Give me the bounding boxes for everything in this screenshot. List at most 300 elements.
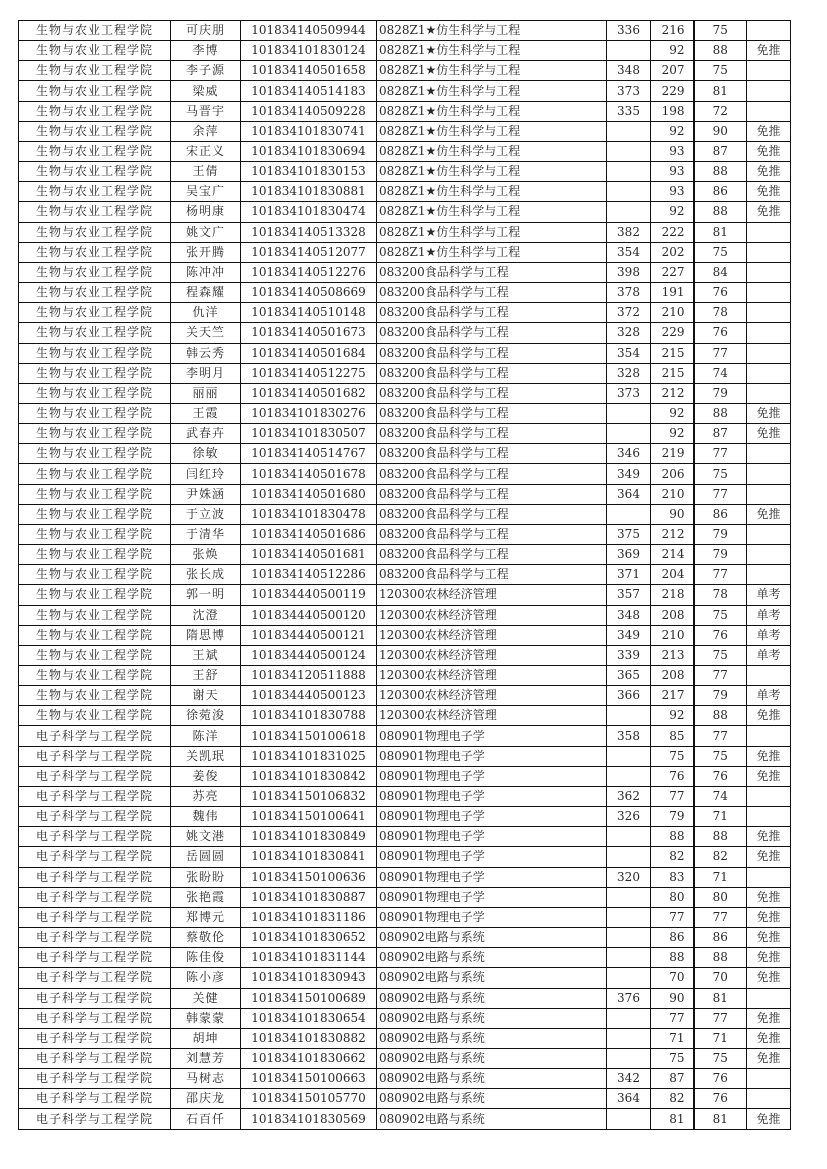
- total-score-cell: 86: [694, 182, 747, 202]
- exam-id-cell: 101834150100618: [241, 726, 377, 746]
- note-cell: 免推: [747, 41, 791, 61]
- major-cell: 083200食品科学与工程: [377, 524, 607, 544]
- note-cell: [747, 807, 791, 827]
- table-row: [19, 1109, 791, 1129]
- college-cell: 电子科学与工程学院: [19, 1028, 171, 1048]
- note-cell: [747, 343, 791, 363]
- retest-score-cell: 204: [651, 565, 694, 585]
- total-score-cell: 88: [694, 41, 747, 61]
- preliminary-score-cell: 398: [607, 262, 651, 282]
- total-score-cell: 71: [694, 867, 747, 887]
- student-name-cell: 丽丽: [171, 383, 241, 403]
- exam-id-cell: 101834101830887: [241, 887, 377, 907]
- student-name-cell: 张艳霞: [171, 887, 241, 907]
- major-cell: 0828Z1★仿生科学与工程: [377, 101, 607, 121]
- table-body: [19, 21, 791, 1130]
- college-cell: 生物与农业工程学院: [19, 545, 171, 565]
- note-cell: [747, 303, 791, 323]
- retest-score-cell: 222: [651, 222, 694, 242]
- major-cell: 120300农林经济管理: [377, 605, 607, 625]
- preliminary-score-cell: [607, 746, 651, 766]
- note-cell: [747, 565, 791, 585]
- total-score-cell: 72: [694, 101, 747, 121]
- retest-score-cell: 215: [651, 363, 694, 383]
- exam-id-cell: 101834140509944: [241, 21, 377, 41]
- total-score-cell: 77: [694, 484, 747, 504]
- retest-score-cell: 92: [651, 121, 694, 141]
- student-name-cell: 谢天: [171, 686, 241, 706]
- college-cell: 生物与农业工程学院: [19, 605, 171, 625]
- student-name-cell: 郑博元: [171, 907, 241, 927]
- table-row: [19, 524, 791, 544]
- total-score-cell: 75: [694, 464, 747, 484]
- table-row: [19, 424, 791, 444]
- major-cell: 083200食品科学与工程: [377, 283, 607, 303]
- college-cell: 生物与农业工程学院: [19, 625, 171, 645]
- retest-score-cell: 77: [651, 786, 694, 806]
- college-cell: 生物与农业工程学院: [19, 242, 171, 262]
- major-cell: 083200食品科学与工程: [377, 504, 607, 524]
- student-name-cell: 蔡敬伦: [171, 928, 241, 948]
- exam-id-cell: 101834140501681: [241, 545, 377, 565]
- total-score-cell: 81: [694, 81, 747, 101]
- major-cell: 080902电路与系统: [377, 1048, 607, 1068]
- exam-id-cell: 101834440500120: [241, 605, 377, 625]
- table-row: [19, 887, 791, 907]
- note-cell: 免推: [747, 403, 791, 423]
- college-cell: 生物与农业工程学院: [19, 565, 171, 585]
- preliminary-score-cell: 357: [607, 585, 651, 605]
- exam-id-cell: 101834140501658: [241, 61, 377, 81]
- note-cell: 免推: [747, 1028, 791, 1048]
- retest-score-cell: 212: [651, 524, 694, 544]
- retest-score-cell: 229: [651, 323, 694, 343]
- major-cell: 0828Z1★仿生科学与工程: [377, 121, 607, 141]
- college-cell: 生物与农业工程学院: [19, 363, 171, 383]
- total-score-cell: 88: [694, 948, 747, 968]
- college-cell: 生物与农业工程学院: [19, 645, 171, 665]
- table-row: [19, 81, 791, 101]
- retest-score-cell: 198: [651, 101, 694, 121]
- retest-score-cell: 75: [651, 1048, 694, 1068]
- exam-id-cell: 101834101830474: [241, 202, 377, 222]
- note-cell: 免推: [747, 121, 791, 141]
- total-score-cell: 79: [694, 686, 747, 706]
- preliminary-score-cell: 326: [607, 807, 651, 827]
- preliminary-score-cell: 358: [607, 726, 651, 746]
- total-score-cell: 90: [694, 121, 747, 141]
- student-name-cell: 马树志: [171, 1069, 241, 1089]
- retest-score-cell: 90: [651, 988, 694, 1008]
- exam-id-cell: 101834140512275: [241, 363, 377, 383]
- student-name-cell: 姜俊: [171, 766, 241, 786]
- note-cell: [747, 383, 791, 403]
- retest-score-cell: 92: [651, 706, 694, 726]
- major-cell: 120300农林经济管理: [377, 645, 607, 665]
- exam-id-cell: 101834150100689: [241, 988, 377, 1008]
- retest-score-cell: 229: [651, 81, 694, 101]
- exam-id-cell: 101834140509228: [241, 101, 377, 121]
- preliminary-score-cell: 336: [607, 21, 651, 41]
- note-cell: 免推: [747, 162, 791, 182]
- exam-id-cell: 101834101831025: [241, 746, 377, 766]
- table-row: [19, 545, 791, 565]
- table-row: [19, 827, 791, 847]
- major-cell: 0828Z1★仿生科学与工程: [377, 202, 607, 222]
- student-name-cell: 张盼盼: [171, 867, 241, 887]
- college-cell: 电子科学与工程学院: [19, 746, 171, 766]
- preliminary-score-cell: 373: [607, 81, 651, 101]
- major-cell: 080902电路与系统: [377, 948, 607, 968]
- student-name-cell: 李子源: [171, 61, 241, 81]
- college-cell: 生物与农业工程学院: [19, 41, 171, 61]
- student-name-cell: 张焕: [171, 545, 241, 565]
- exam-id-cell: 101834140501686: [241, 524, 377, 544]
- total-score-cell: 77: [694, 565, 747, 585]
- college-cell: 生物与农业工程学院: [19, 61, 171, 81]
- student-name-cell: 王倩: [171, 162, 241, 182]
- total-score-cell: 74: [694, 786, 747, 806]
- total-score-cell: 76: [694, 1089, 747, 1109]
- table-row: [19, 807, 791, 827]
- total-score-cell: 75: [694, 746, 747, 766]
- note-cell: 免推: [747, 424, 791, 444]
- preliminary-score-cell: [607, 928, 651, 948]
- preliminary-score-cell: 339: [607, 645, 651, 665]
- college-cell: 生物与农业工程学院: [19, 383, 171, 403]
- table-row: [19, 605, 791, 625]
- note-cell: 免推: [747, 887, 791, 907]
- retest-score-cell: 86: [651, 928, 694, 948]
- major-cell: 0828Z1★仿生科学与工程: [377, 61, 607, 81]
- college-cell: 生物与农业工程学院: [19, 424, 171, 444]
- note-cell: 单考: [747, 625, 791, 645]
- preliminary-score-cell: [607, 887, 651, 907]
- exam-id-cell: 101834140508669: [241, 283, 377, 303]
- retest-score-cell: 82: [651, 847, 694, 867]
- preliminary-score-cell: [607, 948, 651, 968]
- note-cell: [747, 222, 791, 242]
- major-cell: 080901物理电子学: [377, 807, 607, 827]
- total-score-cell: 88: [694, 202, 747, 222]
- exam-id-cell: 101834140501684: [241, 343, 377, 363]
- retest-score-cell: 92: [651, 403, 694, 423]
- retest-score-cell: 227: [651, 262, 694, 282]
- student-name-cell: 王霞: [171, 403, 241, 423]
- total-score-cell: 71: [694, 807, 747, 827]
- exam-id-cell: 101834140501682: [241, 383, 377, 403]
- exam-id-cell: 101834101830881: [241, 182, 377, 202]
- major-cell: 080902电路与系统: [377, 1008, 607, 1028]
- college-cell: 生物与农业工程学院: [19, 121, 171, 141]
- total-score-cell: 81: [694, 1109, 747, 1129]
- exam-id-cell: 101834150100641: [241, 807, 377, 827]
- exam-id-cell: 101834440500121: [241, 625, 377, 645]
- student-name-cell: 陈佳俊: [171, 948, 241, 968]
- preliminary-score-cell: 366: [607, 686, 651, 706]
- note-cell: [747, 444, 791, 464]
- total-score-cell: 77: [694, 1008, 747, 1028]
- table-row: [19, 928, 791, 948]
- retest-score-cell: 210: [651, 484, 694, 504]
- note-cell: [747, 21, 791, 41]
- exam-id-cell: 101834440500119: [241, 585, 377, 605]
- student-name-cell: 隋思博: [171, 625, 241, 645]
- preliminary-score-cell: [607, 1028, 651, 1048]
- student-name-cell: 吴宝广: [171, 182, 241, 202]
- college-cell: 电子科学与工程学院: [19, 907, 171, 927]
- major-cell: 120300农林经济管理: [377, 686, 607, 706]
- table-row: [19, 323, 791, 343]
- retest-score-cell: 210: [651, 625, 694, 645]
- retest-score-cell: 92: [651, 202, 694, 222]
- major-cell: 0828Z1★仿生科学与工程: [377, 21, 607, 41]
- table-row: [19, 1089, 791, 1109]
- total-score-cell: 70: [694, 968, 747, 988]
- college-cell: 生物与农业工程学院: [19, 323, 171, 343]
- retest-score-cell: 85: [651, 726, 694, 746]
- table-row: [19, 968, 791, 988]
- student-name-cell: 王舒: [171, 666, 241, 686]
- retest-score-cell: 92: [651, 41, 694, 61]
- student-name-cell: 关健: [171, 988, 241, 1008]
- table-row: [19, 222, 791, 242]
- exam-id-cell: 101834101830849: [241, 827, 377, 847]
- major-cell: 120300农林经济管理: [377, 585, 607, 605]
- note-cell: 免推: [747, 847, 791, 867]
- total-score-cell: 75: [694, 61, 747, 81]
- table-row: [19, 766, 791, 786]
- exam-id-cell: 101834101830507: [241, 424, 377, 444]
- table-row: [19, 686, 791, 706]
- student-name-cell: 马晋宇: [171, 101, 241, 121]
- table-row: [19, 141, 791, 161]
- college-cell: 生物与农业工程学院: [19, 403, 171, 423]
- table-row: [19, 101, 791, 121]
- preliminary-score-cell: 369: [607, 545, 651, 565]
- note-cell: [747, 786, 791, 806]
- total-score-cell: 76: [694, 625, 747, 645]
- college-cell: 电子科学与工程学院: [19, 1089, 171, 1109]
- retest-score-cell: 212: [651, 383, 694, 403]
- preliminary-score-cell: 328: [607, 363, 651, 383]
- total-score-cell: 87: [694, 141, 747, 161]
- preliminary-score-cell: 354: [607, 343, 651, 363]
- note-cell: 免推: [747, 968, 791, 988]
- exam-id-cell: 101834101830943: [241, 968, 377, 988]
- preliminary-score-cell: [607, 182, 651, 202]
- note-cell: [747, 262, 791, 282]
- total-score-cell: 79: [694, 524, 747, 544]
- exam-id-cell: 101834101830124: [241, 41, 377, 61]
- major-cell: 0828Z1★仿生科学与工程: [377, 162, 607, 182]
- table-row: [19, 283, 791, 303]
- college-cell: 电子科学与工程学院: [19, 1069, 171, 1089]
- major-cell: 080902电路与系统: [377, 1028, 607, 1048]
- total-score-cell: 81: [694, 222, 747, 242]
- table-row: [19, 726, 791, 746]
- preliminary-score-cell: 373: [607, 383, 651, 403]
- retest-score-cell: 93: [651, 182, 694, 202]
- table-row: [19, 867, 791, 887]
- major-cell: 080902电路与系统: [377, 1069, 607, 1089]
- note-cell: 免推: [747, 746, 791, 766]
- college-cell: 生物与农业工程学院: [19, 21, 171, 41]
- note-cell: [747, 323, 791, 343]
- note-cell: 免推: [747, 141, 791, 161]
- note-cell: [747, 363, 791, 383]
- note-cell: [747, 545, 791, 565]
- note-cell: [747, 242, 791, 262]
- major-cell: 0828Z1★仿生科学与工程: [377, 41, 607, 61]
- total-score-cell: 75: [694, 605, 747, 625]
- preliminary-score-cell: 362: [607, 786, 651, 806]
- table-row: [19, 303, 791, 323]
- table-row: [19, 61, 791, 81]
- student-name-cell: 王斌: [171, 645, 241, 665]
- preliminary-score-cell: [607, 141, 651, 161]
- table-row: [19, 645, 791, 665]
- exam-id-cell: 101834140513328: [241, 222, 377, 242]
- college-cell: 生物与农业工程学院: [19, 484, 171, 504]
- student-name-cell: 刘慧芳: [171, 1048, 241, 1068]
- student-name-cell: 苏亮: [171, 786, 241, 806]
- note-cell: [747, 61, 791, 81]
- exam-id-cell: 101834101830882: [241, 1028, 377, 1048]
- preliminary-score-cell: 328: [607, 323, 651, 343]
- preliminary-score-cell: 376: [607, 988, 651, 1008]
- college-cell: 生物与农业工程学院: [19, 141, 171, 161]
- note-cell: 免推: [747, 1048, 791, 1068]
- college-cell: 生物与农业工程学院: [19, 524, 171, 544]
- major-cell: 083200食品科学与工程: [377, 565, 607, 585]
- major-cell: 0828Z1★仿生科学与工程: [377, 222, 607, 242]
- college-cell: 生物与农业工程学院: [19, 444, 171, 464]
- major-cell: 0828Z1★仿生科学与工程: [377, 182, 607, 202]
- retest-score-cell: 77: [651, 907, 694, 927]
- college-cell: 生物与农业工程学院: [19, 303, 171, 323]
- college-cell: 电子科学与工程学院: [19, 928, 171, 948]
- student-name-cell: 姚文港: [171, 827, 241, 847]
- college-cell: 生物与农业工程学院: [19, 504, 171, 524]
- note-cell: 免推: [747, 504, 791, 524]
- retest-score-cell: 82: [651, 1089, 694, 1109]
- college-cell: 生物与农业工程学院: [19, 81, 171, 101]
- note-cell: 单考: [747, 645, 791, 665]
- table-row: [19, 504, 791, 524]
- major-cell: 083200食品科学与工程: [377, 403, 607, 423]
- major-cell: 083200食品科学与工程: [377, 464, 607, 484]
- retest-score-cell: 208: [651, 666, 694, 686]
- student-name-cell: 岳圆圆: [171, 847, 241, 867]
- preliminary-score-cell: 371: [607, 565, 651, 585]
- major-cell: 080901物理电子学: [377, 766, 607, 786]
- table-row: [19, 1028, 791, 1048]
- total-score-cell: 74: [694, 363, 747, 383]
- total-score-cell: 80: [694, 887, 747, 907]
- exam-id-cell: 101834140514183: [241, 81, 377, 101]
- note-cell: [747, 81, 791, 101]
- student-name-cell: 关天竺: [171, 323, 241, 343]
- exam-id-cell: 101834140514767: [241, 444, 377, 464]
- major-cell: 120300农林经济管理: [377, 625, 607, 645]
- exam-id-cell: 101834101830654: [241, 1008, 377, 1028]
- table-row: [19, 444, 791, 464]
- student-name-cell: 尹姝涵: [171, 484, 241, 504]
- table-row: [19, 383, 791, 403]
- note-cell: 免推: [747, 202, 791, 222]
- major-cell: 083200食品科学与工程: [377, 262, 607, 282]
- retest-score-cell: 70: [651, 968, 694, 988]
- note-cell: 免推: [747, 928, 791, 948]
- student-name-cell: 陈小彦: [171, 968, 241, 988]
- retest-score-cell: 213: [651, 645, 694, 665]
- preliminary-score-cell: [607, 847, 651, 867]
- major-cell: 080901物理电子学: [377, 726, 607, 746]
- table-row: [19, 343, 791, 363]
- exam-id-cell: 101834440500124: [241, 645, 377, 665]
- college-cell: 电子科学与工程学院: [19, 807, 171, 827]
- preliminary-score-cell: 375: [607, 524, 651, 544]
- exam-id-cell: 101834150106832: [241, 786, 377, 806]
- exam-id-cell: 101834101830662: [241, 1048, 377, 1068]
- major-cell: 0828Z1★仿生科学与工程: [377, 141, 607, 161]
- college-cell: 生物与农业工程学院: [19, 222, 171, 242]
- note-cell: [747, 524, 791, 544]
- table-row: [19, 182, 791, 202]
- table-row: [19, 565, 791, 585]
- student-name-cell: 张开腾: [171, 242, 241, 262]
- table-row: [19, 403, 791, 423]
- retest-score-cell: 88: [651, 948, 694, 968]
- preliminary-score-cell: 349: [607, 625, 651, 645]
- major-cell: 083200食品科学与工程: [377, 363, 607, 383]
- college-cell: 电子科学与工程学院: [19, 786, 171, 806]
- college-cell: 电子科学与工程学院: [19, 887, 171, 907]
- student-name-cell: 可庆朋: [171, 21, 241, 41]
- student-name-cell: 梁威: [171, 81, 241, 101]
- preliminary-score-cell: [607, 907, 651, 927]
- total-score-cell: 78: [694, 303, 747, 323]
- table-row: [19, 262, 791, 282]
- note-cell: 免推: [747, 948, 791, 968]
- major-cell: 083200食品科学与工程: [377, 303, 607, 323]
- college-cell: 生物与农业工程学院: [19, 101, 171, 121]
- preliminary-score-cell: [607, 1109, 651, 1129]
- total-score-cell: 88: [694, 706, 747, 726]
- student-name-cell: 程森耀: [171, 283, 241, 303]
- exam-id-cell: 101834140501673: [241, 323, 377, 343]
- total-score-cell: 76: [694, 283, 747, 303]
- note-cell: [747, 101, 791, 121]
- note-cell: 单考: [747, 585, 791, 605]
- major-cell: 080901物理电子学: [377, 847, 607, 867]
- exam-id-cell: 101834101830842: [241, 766, 377, 786]
- retest-score-cell: 93: [651, 162, 694, 182]
- major-cell: 080901物理电子学: [377, 867, 607, 887]
- preliminary-score-cell: 365: [607, 666, 651, 686]
- student-name-cell: 于立波: [171, 504, 241, 524]
- preliminary-score-cell: 320: [607, 867, 651, 887]
- total-score-cell: 76: [694, 323, 747, 343]
- total-score-cell: 79: [694, 383, 747, 403]
- major-cell: 080902电路与系统: [377, 988, 607, 1008]
- preliminary-score-cell: 354: [607, 242, 651, 262]
- student-name-cell: 李博: [171, 41, 241, 61]
- note-cell: [747, 988, 791, 1008]
- table-row: [19, 363, 791, 383]
- total-score-cell: 86: [694, 928, 747, 948]
